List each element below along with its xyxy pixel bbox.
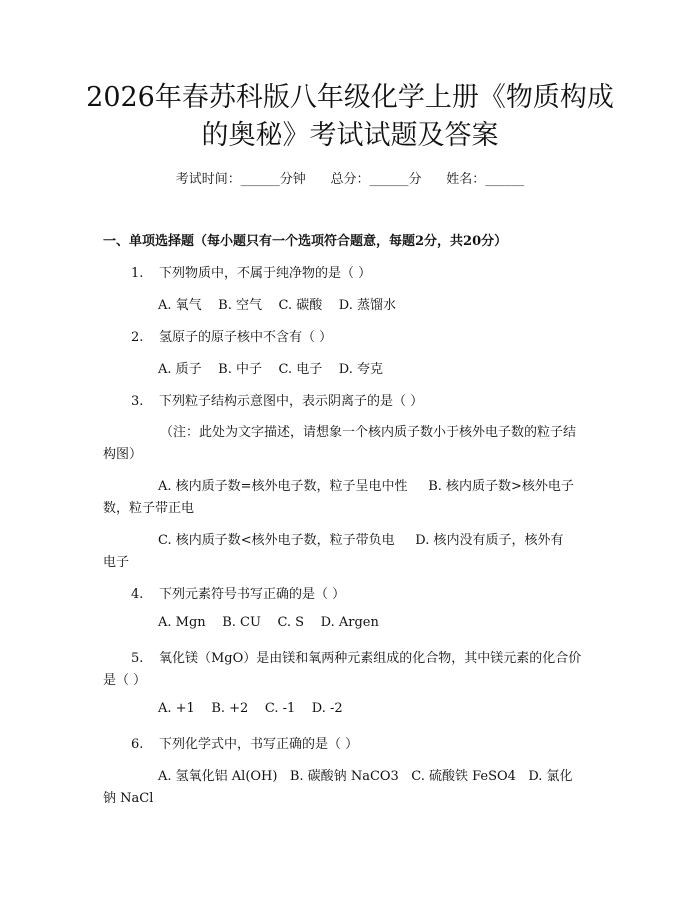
- question-3-options-cd-line1: C. 核内质子数<核外电子数，粒子带负电 D. 核内没有质子，核外有: [158, 533, 564, 548]
- question-5-stem-line2: 是（ ）: [103, 673, 147, 688]
- question-4-options: A. Mgn B. CU C. S D. Argen: [158, 615, 379, 630]
- question-3-note-line1: （注：此处为文字描述，请想象一个核内质子数小于核外电子数的粒子结: [160, 425, 577, 440]
- question-number: 2.: [131, 330, 144, 345]
- question-stem: 氧化镁（MgO）是由镁和氧两种元素组成的化合物，其中镁元素的化合价: [159, 651, 582, 666]
- question-3: [131, 390, 423, 409]
- question-number: 5.: [131, 651, 144, 666]
- question-6-options-line2: 钠 NaCl: [103, 791, 154, 806]
- question-stem: 下列元素符号书写正确的是（ ）: [159, 587, 346, 602]
- question-1: [131, 262, 371, 281]
- question-3-note-line2: 构图）: [103, 447, 143, 462]
- exam-info: 考试时间：______分钟 总分：______分 姓名：______: [175, 172, 525, 187]
- exam-title-line2: 的奥秘》考试试题及答案: [201, 120, 499, 151]
- question-5: [131, 647, 581, 666]
- question-3-options-ab-line1: A. 核内质子数=核外电子数，粒子呈电中性 B. 核内质子数>核外电子: [158, 479, 574, 494]
- question-4: [131, 583, 345, 602]
- question-2: [131, 326, 332, 345]
- question-stem: 下列化学式中，书写正确的是（ ）: [159, 737, 359, 752]
- question-number: 1.: [131, 266, 144, 281]
- question-number: 4.: [131, 587, 144, 602]
- question-number: 6.: [131, 737, 144, 752]
- question-2-options: A. 质子 B. 中子 C. 电子 D. 夸克: [158, 362, 384, 377]
- question-1-options: A. 氧气 B. 空气 C. 碳酸 D. 蒸馏水: [158, 298, 397, 313]
- question-number: 3.: [131, 394, 144, 409]
- question-5-options: A. +1 B. +2 C. -1 D. -2: [158, 701, 343, 716]
- question-stem: 下列物质中，不属于纯净物的是（ ）: [159, 266, 372, 281]
- question-3-options-ab-line2: 数，粒子带正电: [103, 501, 195, 516]
- question-6-options-line1: A. 氢氧化铝 Al(OH) B. 碳酸钠 NaCO3 C. 硫酸铁 FeSO4 D. 氯化: [158, 769, 573, 784]
- question-stem: 氢原子的原子核中不含有（ ）: [159, 330, 333, 345]
- question-6: [131, 733, 358, 752]
- section-heading: 一、单项选择题（每小题只有一个选项符合题意，每题2分，共20分）: [103, 234, 508, 249]
- question-stem: 下列粒子结构示意图中，表示阴离子的是（ ）: [159, 394, 424, 409]
- exam-title-line1: 2026年春苏科版八年级化学上册《物质构成: [86, 82, 614, 113]
- question-3-options-cd-line2: 电子: [103, 555, 130, 570]
